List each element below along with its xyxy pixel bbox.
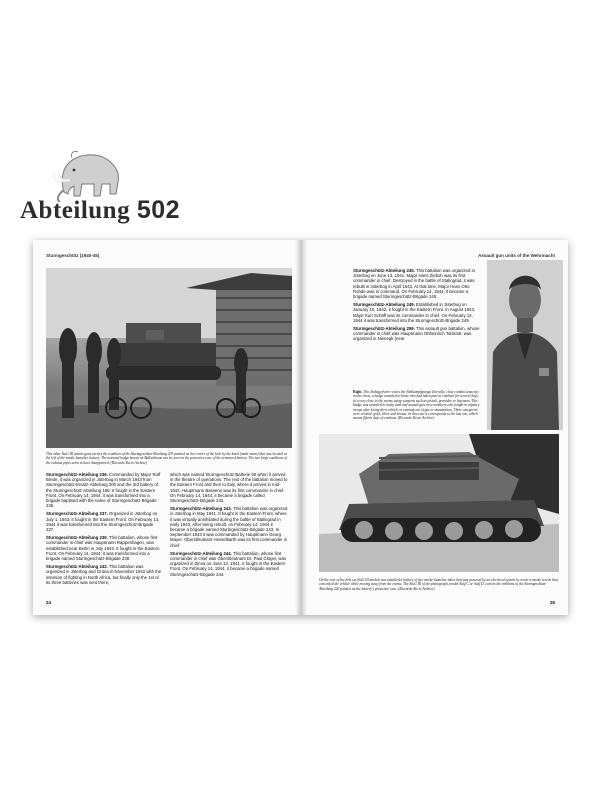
portrait-caption-lead: Right. <box>353 390 363 394</box>
unit-entry-236 <box>46 472 162 508</box>
right-page <box>301 240 568 615</box>
unit-entry-243 <box>170 506 288 548</box>
unit-text: which was named Sturmgeschütz-Batterie 90 when it arrived in the theatre of operations. The rest of the battalion moved to the Eastern Front and then to Italy, where it arrived in mid-1943. Hauptmann Bassenir was its first commander in chief. On February 14, 1944, it became a brigade called Sturmgeschütz-Brigade 242. <box>170 472 288 504</box>
unit-heading: Sturmgeschütz-Abteilung 249. <box>353 302 415 308</box>
street-photo-caption: This other StuG III stands guns carries the tradition of the Sturmgeschütz-Abteilung 203 painted on the corner of the hole by the hand (made name) that was located in the left of the smoke launcher battery. The national badge known as Balkenkreuz can be seen on the protective case of the armoured battery. The two large cauldrons of the exhaust pipes seem to have disappeared. (Riccardo Recio Archive) <box>46 452 288 465</box>
unit-heading: Sturmgeschütz-Abteilung 245. <box>353 268 415 273</box>
stug-tank-photo <box>319 434 559 572</box>
left-page-column-2 <box>170 472 288 580</box>
left-running-head: Sturmgeschütz (1940-45) <box>46 253 100 258</box>
brand-logo <box>20 150 200 230</box>
right-page-number: 25 <box>549 600 555 605</box>
unit-heading: Sturmgeschütz-Abteilung 236. <box>46 472 108 477</box>
unit-text: This battalion was organized in Jüterbog on June 13, 1941. Major Hans Zieboh was its first commander in chief. Destroyed in the battle of Stalingrad, it was rebuilt in Jüterbog in April 1943. At that time, Major Hans Otto Rohde was in command. On February 14, 1944, it became a brigade named Sturmgeschütz-Brigade 245. <box>353 268 475 300</box>
unit-entry-245 <box>353 268 481 299</box>
street-scene-illustration <box>46 268 292 448</box>
unit-entry-249 <box>353 302 481 323</box>
brand-wordmark <box>20 196 180 225</box>
unit-text: Commanded by Major Rolf Brede, it was organized in Jüterbog in March 1943 from Sturmgeschütz-Ersatz-Abteilung 300 and the 3rd battery of the Sturmgeschütz-Abteilung 189. It fought in the Eastern Front. On February 14, 1944, it was transformed into a brigade baptised with the name of Sturmgeschütz-Brigade 236. <box>46 472 161 509</box>
unit-heading: Sturmgeschütz-Abteilung 259. <box>353 326 415 332</box>
left-page-number: 24 <box>46 600 52 605</box>
unit-text: This battalion was organized in Jüterbog and Grüna in November 1942 with the intention of fighting in North Africa, but finally only the 1st of its three batteries was sent there, <box>46 564 162 585</box>
stug-tank-illustration <box>319 434 559 572</box>
soldier-portrait-photo <box>487 260 563 430</box>
unit-entry-244 <box>170 551 288 577</box>
book-gutter-shadow <box>295 240 307 615</box>
brand-wordmark-text: Abteilung <box>20 197 131 224</box>
portrait-caption <box>353 390 481 421</box>
right-running-head: Assault gun units of the Wehrmacht <box>478 253 555 258</box>
unit-entry-237 <box>46 511 162 532</box>
unit-entry-242 <box>46 564 162 585</box>
unit-heading: Sturmgeschütz-Abteilung 239. <box>46 535 108 541</box>
unit-heading: Sturmgeschütz-Abteilung 244. <box>170 550 232 556</box>
left-page <box>33 240 300 615</box>
street-scene-photo <box>46 268 292 448</box>
portrait-caption-text: This Stabsgefreiter wears the Nahkampfspange (literally, close combat tenacity) on his chest, a badge awarded to those who had taken part in combats for several days in a very close to the enemy using weapons such as pistols, grenades or bayonets. This badge was awarded to many tank and assault gun crew members who fought in infantry troops after losing their vehicle or running out of gas or ammunition. Three categories were created: gold, silver and bronze. In this case it corresponds to the last one, which means fifteen days of combats. (Riccardo Recio Archive) <box>353 390 480 421</box>
unit-text: This assault gun battalion, whose commander in chief was Hauptmann Ottheinrich Tolsknitt, was organized in Nienegk (near <box>353 326 480 342</box>
unit-entry-242-cont <box>170 472 288 503</box>
unit-text: This battalion, whose first commander in chief was Oberstleutnant Dr. Paul Glöger, was organized in Zinna on June 13, 1941. It fought in the Eastern Front. On February 14, 1944, it became a brigade named Sturmgeschütz-Brigade 244. <box>170 550 287 577</box>
unit-text: This battalion was organized in Jüterbog in May 1941. It fought in the Eastern Front, where it was virtually annihilated during the battle of Stalingrad in early 1943. After being rebuilt, on February 14, 1944 it became a brigade named Sturmgeschütz-Brigade 243. In September 1943 it was commanded by Hauptmann Georg Mayer. Oberstleutnant Hesselbarth was its first commander in chief. <box>170 506 288 548</box>
unit-text: Established in Jüterbog on January 10, 1942, it fought in the Eastern Front. In August 1943, Major Kurt Schäff was its commander in chief. On February 14, 1944 it was transformed into the Sturmgeschütz-Brigade 249. <box>353 302 476 323</box>
unit-heading: Sturmgeschütz-Abteilung 242. <box>46 564 108 570</box>
unit-heading: Sturmgeschütz-Abteilung 237. <box>46 511 108 517</box>
unit-heading: Sturmgeschütz-Abteilung 243. <box>170 506 232 512</box>
left-page-column-1 <box>46 472 162 588</box>
mammoth-icon <box>50 150 130 202</box>
book-spread <box>33 240 568 615</box>
unit-entry-239 <box>46 535 162 561</box>
soldier-portrait-illustration <box>487 260 563 430</box>
unit-entry-259 <box>353 326 481 342</box>
unit-text: This battalion, whose first commander in chief was Hauptmann Rappenhagen, was established near Berlin in July 1943. It fought in the Eastern Front. On February 14, 1944, it was transformed into a brigade named Sturmgeschütz-Brigade 239. <box>46 535 160 562</box>
tank-photo-caption: On the rear of the first six StuG III models was installed a battery of five smoke launcher tubes that was powered by an electrical system to create a smoke screen that concealed the vehicle while moving away from the enemy. The StuG III of the photograph, model Ausf C or Ausf D, carries the emblems of the Sturmgeschütz-Abteilung 226 painted on the battery's protective case. (Riccardo Recio Archive) <box>319 578 558 591</box>
right-page-column-top <box>353 268 481 345</box>
brand-number: 502 <box>136 196 181 224</box>
unit-text: Organized in Jüterbog on July 1, 1943, it fought in the Eastern Front. On February 14, 1944 it was transformed into the Sturmgeschütz-Brigade 237. <box>46 511 160 533</box>
